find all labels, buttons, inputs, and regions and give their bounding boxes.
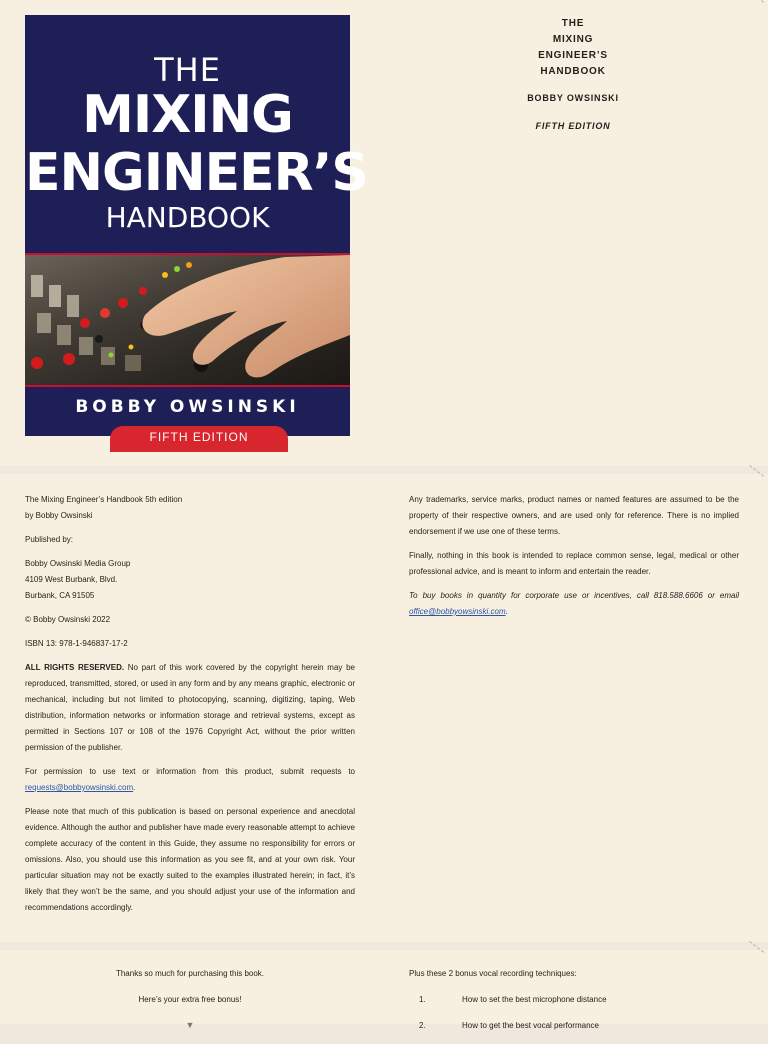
title-page-line: MIXING xyxy=(552,34,594,45)
publisher-city: Burbank, CA 91505 xyxy=(25,591,95,600)
bonus-left-column xyxy=(25,966,355,1034)
published-by: Published by: xyxy=(25,535,74,544)
permission-email-link[interactable]: requests@bobbyowsinski.com xyxy=(25,783,134,792)
plus-bonus-text: Plus these 2 bonus vocal recording techniques: xyxy=(409,969,577,978)
list-item xyxy=(409,1018,739,1034)
title-page xyxy=(500,16,646,134)
mixing-console-illustration xyxy=(25,255,350,385)
cover-title-engineers: ENGINEER’S xyxy=(25,143,368,203)
cover-author: BOBBY OWSINSKI xyxy=(75,397,300,417)
rights-text: No part of this work covered by the copyright herein may be reproduced, transmitted, stored, or used in any form and by any means graphic, electronic or mechanical, including but not limited to photocopying, scanning, digitizing, taping, Web distribution, information networks or information storage and retrieval systems, except as permitted in Sections 107 or 108 of the 1976 Copyright Act, without the prior written permission of the publisher. xyxy=(25,663,355,752)
page-curl-icon xyxy=(741,941,764,964)
permission-end: . xyxy=(133,783,136,792)
bonus-right-column xyxy=(409,966,739,1044)
hand-illustration xyxy=(142,255,350,377)
by-line: by Bobby Owsinski xyxy=(25,511,93,520)
publisher-address: 4109 West Burbank, Blvd. xyxy=(25,575,118,584)
extra-bonus-text: Here’s your extra free bonus! xyxy=(138,995,242,1004)
permission-paragraph xyxy=(25,764,355,796)
down-arrow-icon: ▼ xyxy=(185,1020,195,1030)
copyright-right-column xyxy=(409,492,739,628)
trademarks-paragraph: Any trademarks, service marks, product names or named features are assumed to be the property of their respective owners, and are used only for reference. There is no implied endorsement if we use one of these terms. xyxy=(409,495,739,536)
title-page-author: BOBBY OWSINSKI xyxy=(527,93,619,103)
rights-paragraph xyxy=(25,660,355,756)
page-curl-icon xyxy=(741,0,764,14)
cover-edition-badge: FIFTH EDITION xyxy=(110,426,288,452)
copyright-spread xyxy=(0,474,768,942)
rights-heading: ALL RIGHTS RESERVED. xyxy=(25,663,125,672)
copyright-left-column xyxy=(25,492,355,924)
bulk-order-text: To buy books in quantity for corporate use or incentives, call 818.588.6606 or email xyxy=(409,591,739,600)
book-title: The Mixing Engineer’s Handbook 5th edition xyxy=(25,495,183,504)
permission-text: For permission to use text or information from this product, submit requests to xyxy=(25,767,355,776)
disclaimer-paragraph: Please note that much of this publication is based on personal experience and anecdotal evidence. Although the author and publisher have made every reasonable attempt to achieve complete accuracy of the content in this Guide, they assume no responsibility for errors or omissions. Also, you should use this information as you see fit, and at your own risk. Your particular situation may not be exactly suited to the examples illustrated herein; in fact, it’s likely that they won’t be the same, and you should adjust your use of the information and recommendations accordingly. xyxy=(25,807,355,912)
copyright-line: © Bobby Owsinski 2022 xyxy=(25,615,111,624)
title-page-line: THE xyxy=(561,18,585,29)
list-item-text: How to get the best vocal performance xyxy=(462,1021,599,1030)
isbn: ISBN 13: 978-1-946837-17-2 xyxy=(25,639,128,648)
finally-paragraph: Finally, nothing in this book is intended to replace common sense, legal, medical or other professional advice, and is meant to inform and entertain the reader. xyxy=(409,551,739,576)
publisher-block xyxy=(25,556,355,604)
mixing-console-photo xyxy=(25,253,350,387)
page-curl-icon xyxy=(741,465,764,488)
cover-title-handbook: HANDBOOK xyxy=(105,201,270,234)
list-item-number: 2. xyxy=(419,1021,426,1030)
thanks-text: Thanks so much for purchasing this book. xyxy=(115,969,265,978)
bulk-order-paragraph xyxy=(409,588,739,620)
title-page-edition: FIFTH EDITION xyxy=(535,121,611,131)
cover-title-mixing: MIXING xyxy=(82,85,293,145)
list-item xyxy=(409,992,739,1008)
book-cover xyxy=(25,15,368,444)
book-info xyxy=(25,492,355,524)
title-page-line: ENGINEER’S xyxy=(538,50,608,61)
list-item-text: How to set the best microphone distance xyxy=(462,995,607,1004)
cover-title-the: THE xyxy=(154,51,221,89)
bonus-spread xyxy=(0,950,768,1030)
bulk-order-email-link[interactable]: office@bobbyowsinski.com xyxy=(409,607,506,616)
title-page-line: HANDBOOK xyxy=(540,66,606,77)
publisher-name: Bobby Owsinski Media Group xyxy=(25,559,131,568)
bulk-order-end: . xyxy=(505,607,508,616)
list-item-number: 1. xyxy=(419,995,426,1004)
cover-spread xyxy=(0,0,768,466)
